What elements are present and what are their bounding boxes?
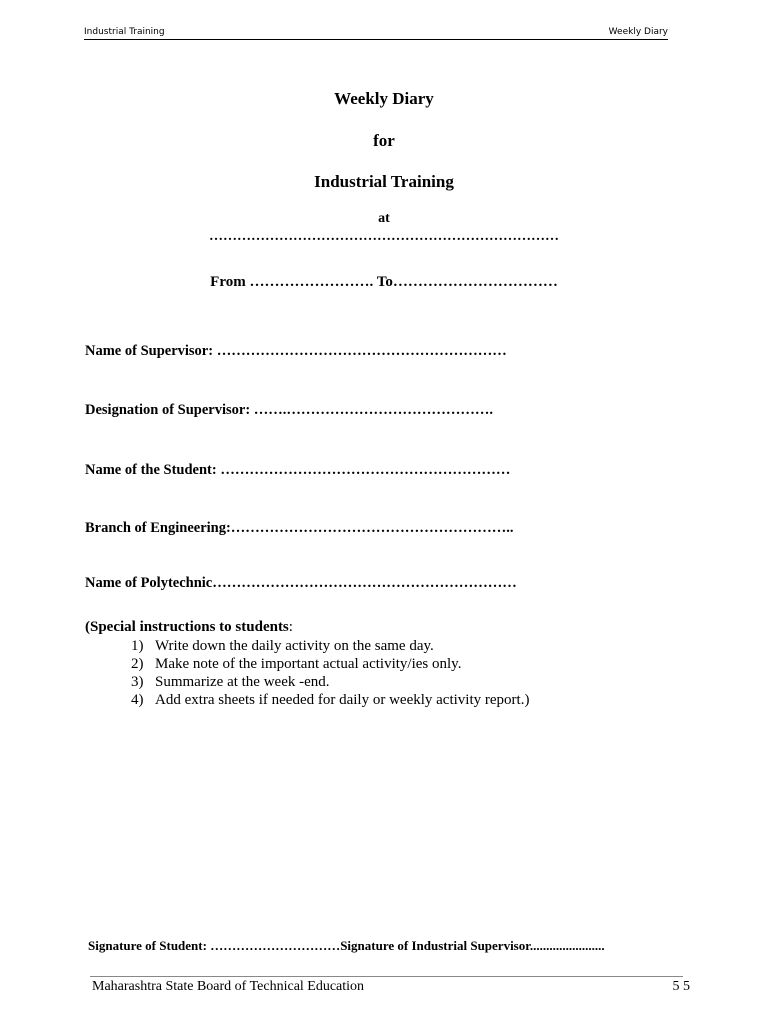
title-at: at: [378, 211, 390, 226]
list-item: [131, 637, 529, 655]
header-divider: [84, 39, 668, 40]
instructions-heading-text: Special instructions to students: [90, 619, 289, 635]
branch-field: Branch of Engineering:…………………………………………………..: [85, 520, 514, 536]
list-item-number: 3): [131, 674, 144, 690]
list-item: [131, 655, 529, 673]
instructions-list: [131, 637, 529, 709]
footer-organization: Maharashtra State Board of Technical Education: [92, 979, 365, 994]
instructions-open-paren: (: [85, 619, 90, 635]
instructions-heading: [85, 619, 293, 636]
supervisor-designation-field: Designation of Supervisor: …….…………………………………….: [85, 402, 494, 418]
list-item-text: Write down the daily activity on the same day.: [155, 638, 434, 654]
page-number: 5 5: [672, 979, 690, 994]
list-item-text: Make note of the important actual activity/ies only.: [155, 656, 462, 672]
title-for: for: [373, 131, 395, 150]
footer-divider: [90, 976, 683, 977]
polytechnic-field: Name of Polytechnic………………………………………………………: [85, 575, 517, 591]
date-range-line: From ……………………. To……………………………: [210, 274, 558, 290]
running-header-left: Industrial Training: [84, 27, 165, 37]
list-item-number: 4): [131, 692, 144, 708]
list-item: [131, 673, 529, 691]
list-item-text: Summarize at the week -end.: [155, 674, 330, 690]
supervisor-name-field: Name of Supervisor: ……………………………………………………: [85, 343, 507, 359]
company-blank-line: …………………………………………………………………: [209, 229, 559, 244]
list-item-number: 1): [131, 638, 144, 654]
title-industrial-training: Industrial Training: [314, 172, 454, 191]
signature-line: Signature of Student: …………………………Signature of Industrial Supervisor.......................: [88, 938, 605, 953]
student-name-field: Name of the Student: ……………………………………………………: [85, 462, 511, 478]
running-header-right: Weekly Diary: [608, 27, 668, 37]
list-item: [131, 691, 529, 709]
document-title: Weekly Diary: [334, 89, 434, 108]
list-item-number: 2): [131, 656, 144, 672]
instructions-heading-colon: :: [288, 619, 293, 635]
list-item-text: Add extra sheets if needed for daily or weekly activity report.): [155, 692, 530, 708]
